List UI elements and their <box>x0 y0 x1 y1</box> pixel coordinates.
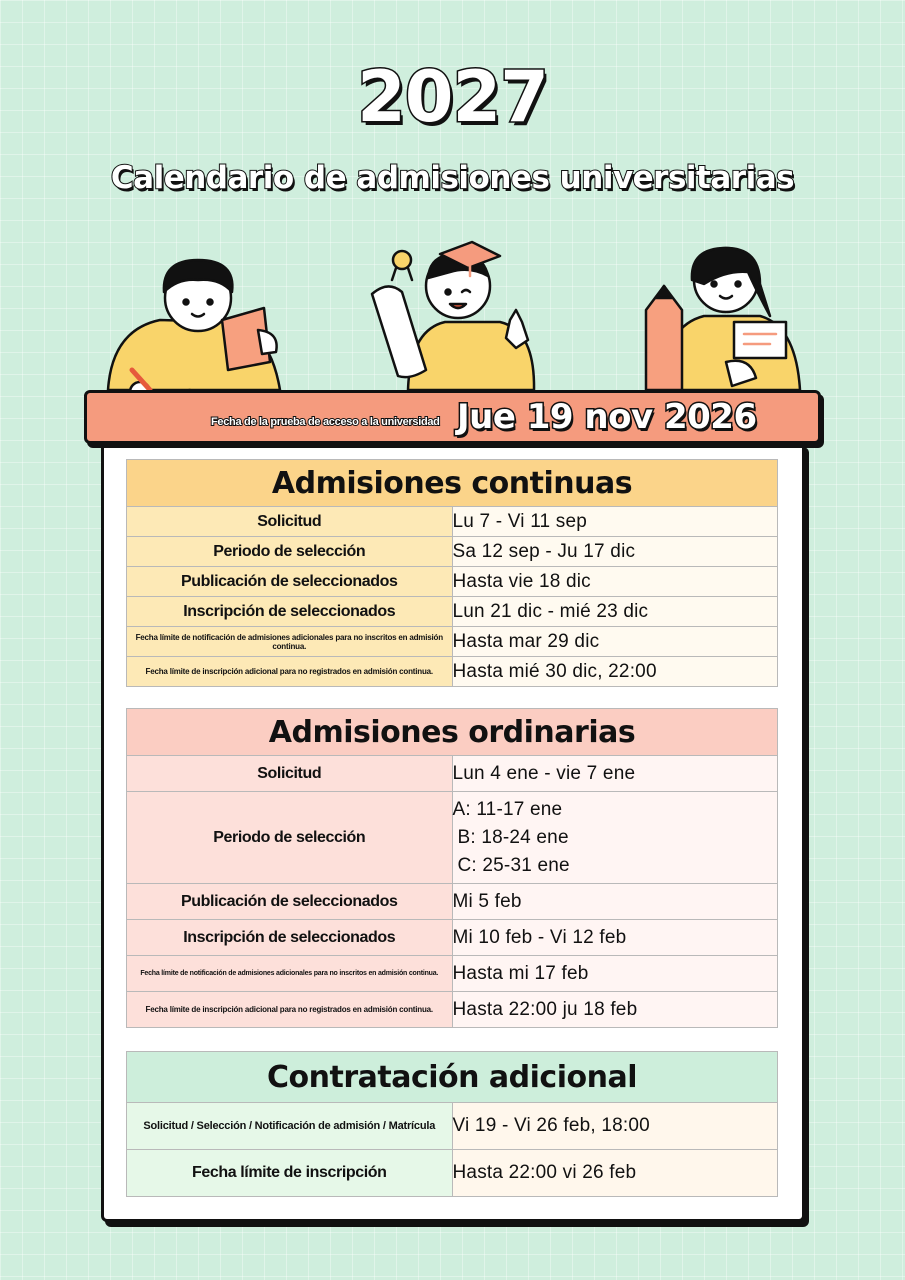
row-value: Hasta mar 29 dic <box>452 627 778 657</box>
exam-date-label: Fecha de la prueba de acceso a la universidad <box>211 416 440 428</box>
table-row <box>127 920 778 956</box>
row-label: Publicación de seleccionados <box>127 884 453 920</box>
row-label: Solicitud / Selección / Notificación de admisión / Matrícula <box>127 1103 453 1150</box>
table-row <box>127 507 778 537</box>
table-row <box>127 884 778 920</box>
row-value: Vi 19 - Vi 26 feb, 18:00 <box>452 1103 778 1150</box>
row-value: Hasta mié 30 dic, 22:00 <box>452 657 778 687</box>
table-row <box>127 1103 778 1150</box>
row-value: Mi 10 feb - Vi 12 feb <box>452 920 778 956</box>
student-right-figure <box>646 248 800 390</box>
additional-recruitment-table <box>126 1051 778 1197</box>
table-row <box>127 792 778 884</box>
row-label: Fecha límite de inscripción adicional para no registrados en admisión continua. <box>127 992 453 1028</box>
row-label: Periodo de selección <box>127 792 453 884</box>
row-label: Fecha límite de inscripción <box>127 1150 453 1197</box>
row-label: Inscripción de seleccionados <box>127 597 453 627</box>
row-label: Inscripción de seleccionados <box>127 920 453 956</box>
row-label: Solicitud <box>127 756 453 792</box>
row-value: Mi 5 feb <box>452 884 778 920</box>
table-row <box>127 537 778 567</box>
table-row <box>127 627 778 657</box>
student-middle-figure <box>372 242 534 390</box>
table-row <box>127 567 778 597</box>
section-title: Admisiones continuas <box>127 460 778 507</box>
row-label: Fecha límite de notificación de admisiones adicionales para no inscritos en admisión continua. <box>127 956 453 992</box>
table-row <box>127 1150 778 1197</box>
row-label: Fecha límite de inscripción adicional para no registrados en admisión continua. <box>127 657 453 687</box>
group-c-value: C: 25-31 ene <box>457 854 570 876</box>
table-row <box>127 992 778 1028</box>
year-title: 2027 <box>357 56 548 138</box>
group-a-value: A: 11-17 ene <box>452 798 563 820</box>
table-row <box>127 597 778 627</box>
row-label: Periodo de selección <box>127 537 453 567</box>
exam-date-value: Jue 19 nov 2026 <box>457 397 757 437</box>
section-title: Contratación adicional <box>127 1052 778 1103</box>
row-value: Lu 7 - Vi 11 sep <box>452 507 778 537</box>
table-row <box>127 657 778 687</box>
row-value: Hasta 22:00 ju 18 feb <box>452 992 778 1028</box>
student-left-figure <box>108 260 280 400</box>
page-subtitle: Calendario de admisiones universitarias <box>110 160 795 196</box>
row-label: Publicación de seleccionados <box>127 567 453 597</box>
group-b-value: B: 18-24 ene <box>457 826 569 848</box>
row-value-list <box>452 792 778 884</box>
table-row <box>127 756 778 792</box>
table-row <box>127 956 778 992</box>
row-value: Lun 21 dic - mié 23 dic <box>452 597 778 627</box>
row-value: Lun 4 ene - vie 7 ene <box>452 756 778 792</box>
row-label: Solicitud <box>127 507 453 537</box>
row-value: Hasta vie 18 dic <box>452 567 778 597</box>
row-label: Fecha límite de notificación de admisiones adicionales para no inscritos en admisión continua. <box>127 627 453 657</box>
ordinary-admissions-table <box>126 708 778 1028</box>
students-illustration <box>0 230 905 400</box>
exam-date-banner <box>84 390 821 444</box>
row-value: Hasta mi 17 feb <box>452 956 778 992</box>
section-title: Admisiones ordinarias <box>127 709 778 756</box>
row-value: Sa 12 sep - Ju 17 dic <box>452 537 778 567</box>
row-value: Hasta 22:00 vi 26 feb <box>452 1150 778 1197</box>
continuous-admissions-table <box>126 459 778 687</box>
